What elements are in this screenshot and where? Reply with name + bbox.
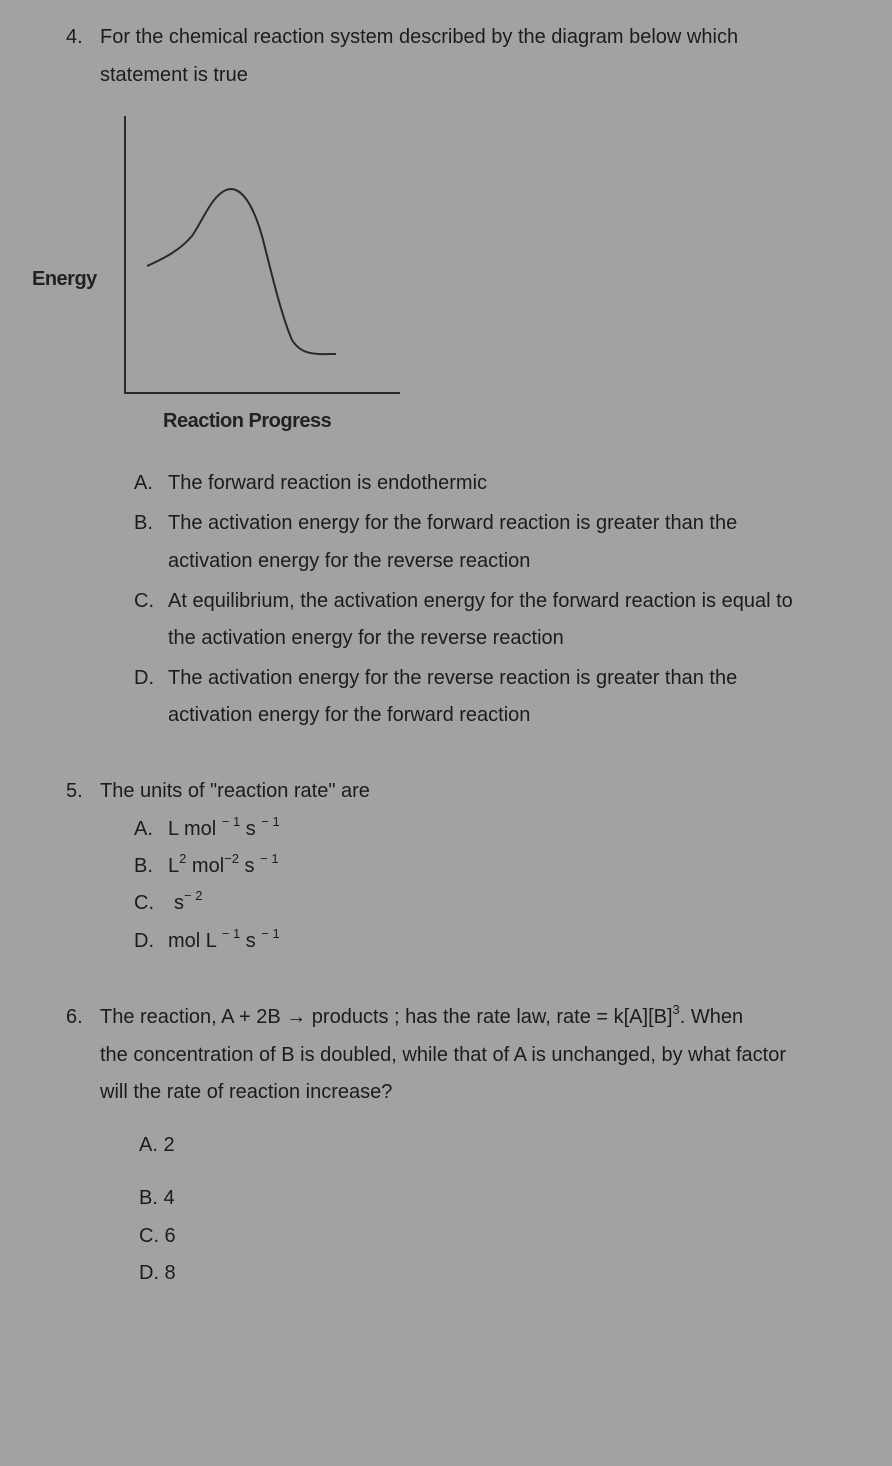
x-axis-label: Reaction Progress — [163, 410, 332, 432]
question-6-text-line2: the concentration of B is doubled, while that of A is unchanged, by what factor — [100, 1044, 786, 1066]
question-6-text-line3: will the rate of reaction increase? — [100, 1081, 393, 1103]
option-6a: A. 2 — [139, 1134, 175, 1156]
question-4-text-line2: statement is true — [100, 64, 248, 86]
option-4b-letter: B. — [134, 512, 153, 534]
option-4a-text: The forward reaction is endothermic — [168, 472, 488, 494]
option-4c-text-line2: the activation energy for the reverse reaction — [168, 627, 564, 649]
question-6-number: 6. — [66, 1006, 83, 1028]
option-5a-text: L mol $^{- 1}$ s $^{- 1}$ — [168, 814, 280, 840]
energy-curve — [147, 189, 336, 354]
option-6c: C. 6 — [139, 1225, 176, 1247]
option-4d-text-line2: activation energy for the forward reaction — [168, 704, 531, 726]
option-5b-text: $L^2$ mol$^{-2}$ s $^{- 1}$ — [168, 851, 279, 877]
option-5b-letter: B. — [134, 855, 153, 877]
question-5-number: 5. — [66, 780, 83, 802]
question-4-text-line1: For the chemical reaction system described by the diagram below which — [100, 26, 739, 48]
option-4b-text-line1: The activation energy for the forward reaction is greater than the — [168, 512, 738, 534]
option-6d: D. 8 — [139, 1262, 176, 1284]
option-4d-letter: D. — [134, 667, 154, 689]
option-5a-letter: A. — [134, 818, 153, 840]
option-4c-text-line1: At equilibrium, the activation energy for the forward reaction is equal to — [168, 590, 793, 612]
question-4-number: 4. — [66, 26, 83, 48]
option-4b-text-line2: activation energy for the reverse reaction — [168, 550, 531, 572]
option-4d-text-line1: The activation energy for the reverse reaction is greater than the — [168, 667, 738, 689]
option-5c-text: $s^{- 2}$ — [174, 888, 203, 914]
option-5c-letter: C. — [134, 892, 154, 914]
option-5d-text: mol L $^{- 1}$ s $^{- 1}$ — [168, 926, 280, 952]
question-6-text-line1: The reaction, A + 2B → products ; has the rate law, rate = $k[A][B]^3$. When — [100, 1002, 744, 1028]
y-axis-label: Energy — [32, 268, 97, 290]
question-5-text: The units of "reaction rate" are — [100, 780, 370, 802]
option-6b: B. 4 — [139, 1187, 175, 1209]
option-4a-letter: A. — [134, 472, 153, 494]
option-5d-letter: D. — [134, 930, 154, 952]
option-4c-letter: C. — [134, 590, 154, 612]
energy-diagram — [0, 0, 892, 440]
